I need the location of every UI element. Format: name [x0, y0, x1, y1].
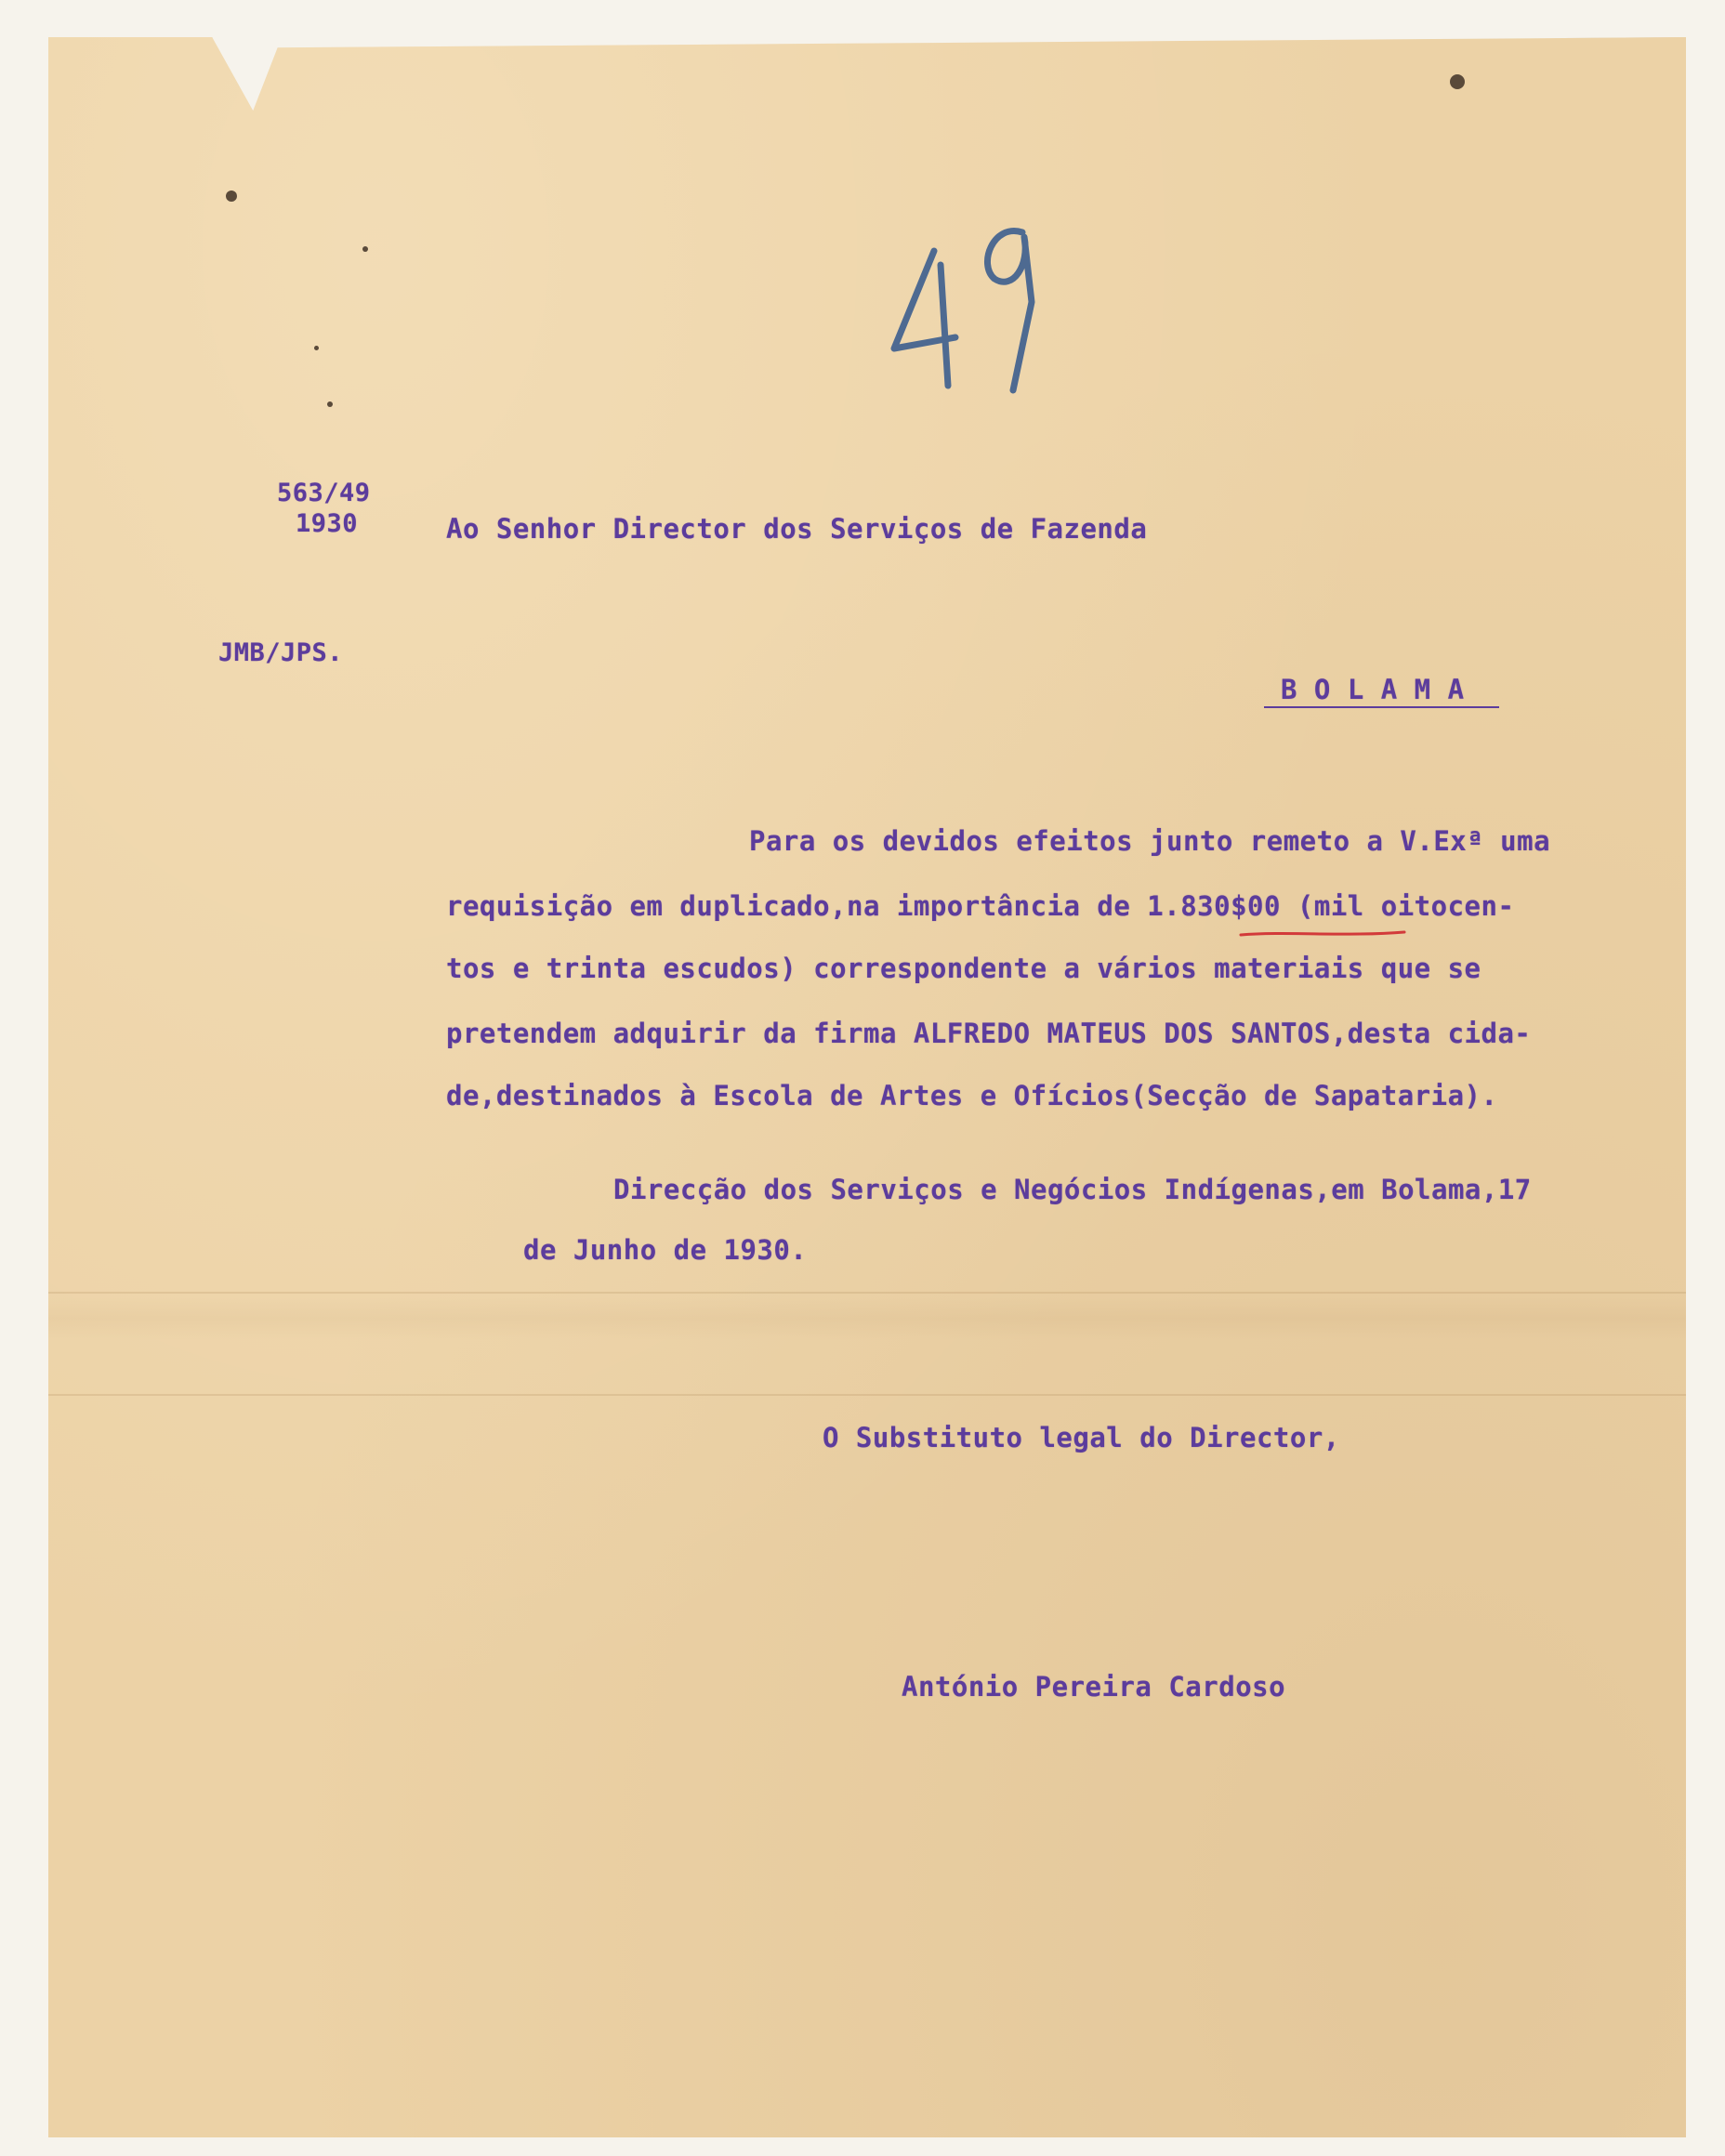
paper-fold	[48, 1394, 1686, 1396]
folio-number	[883, 200, 1069, 414]
body-line-3: tos e trinta escudos) correspondente a vários materiais que se	[446, 953, 1481, 984]
punch-mark	[1450, 74, 1465, 89]
body-line-4: pretendem adquirir da firma ALFREDO MATEUS DOS SANTOS,desta cida-	[446, 1018, 1532, 1049]
stain-mark	[327, 401, 333, 407]
closing-line-2: de Junho de 1930.	[523, 1234, 808, 1266]
city-heading: B O L A M A	[1281, 674, 1465, 705]
signature-title: O Substituto legal do Director,	[823, 1422, 1340, 1453]
reference-initials: JMB/JPS.	[218, 638, 344, 667]
closing-line-1: Direcção dos Serviços e Negócios Indígenas,em Bolama,17	[613, 1174, 1532, 1205]
punch-mark	[226, 191, 237, 202]
body-line-1: Para os devidos efeitos junto remeto a V.Exª uma	[749, 825, 1551, 857]
paper-fold	[48, 1292, 1686, 1294]
body-line-5: de,destinados à Escola de Artes e Ofícios(Secção de Sapataria).	[446, 1080, 1498, 1111]
reference-year: 1930	[296, 509, 359, 538]
addressee-line: Ao Senhor Director dos Serviços de Fazenda	[446, 513, 1148, 545]
signatory-name: António Pereira Cardoso	[902, 1671, 1286, 1702]
stain-mark	[314, 346, 319, 350]
stain-mark	[362, 246, 368, 252]
red-pencil-underline	[1239, 927, 1406, 940]
city-underline	[1264, 706, 1499, 708]
body-line-2: requisição em duplicado,na importância de 1.830$00 (mil oitocen-	[446, 890, 1515, 922]
reference-number: 563/49	[277, 479, 371, 507]
